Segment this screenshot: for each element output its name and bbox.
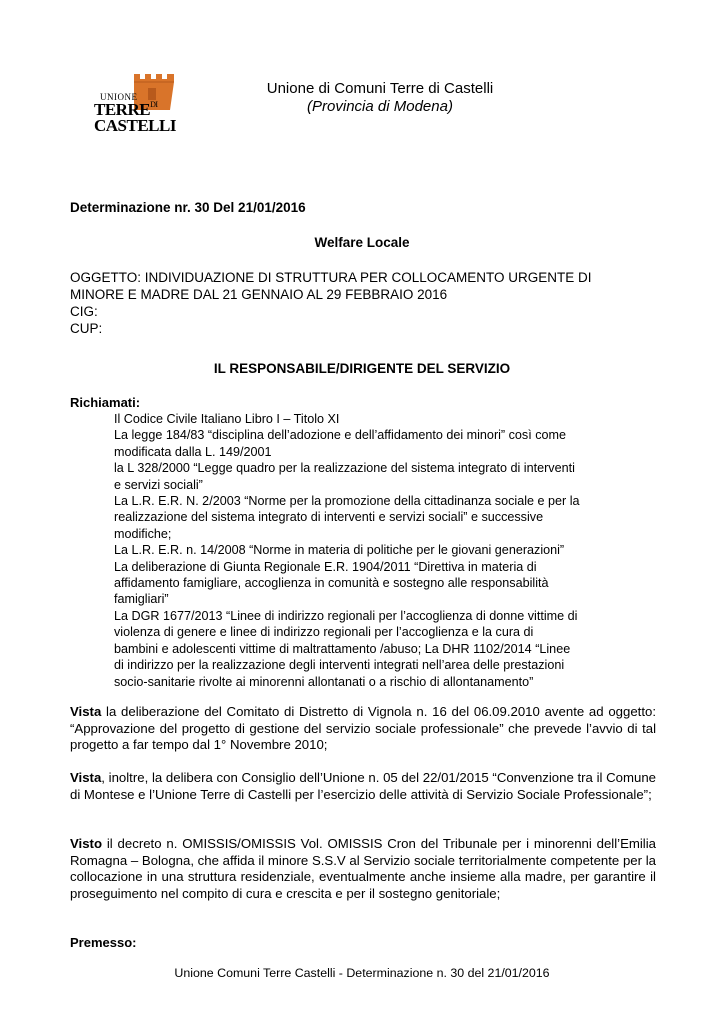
vista-paragraph-2 — [70, 770, 656, 803]
richiamati-line: realizzazione del sistema integrato di interventi e servizi sociali” e successive — [114, 510, 544, 525]
richiamati-line: socio-sanitarie rivolte ai minorenni allontanati o a rischio di allontanamento” — [114, 674, 534, 689]
richiamati-line: e servizi sociali” — [114, 477, 203, 492]
logo-word-di: DI — [150, 100, 158, 109]
oggetto-line-1: OGGETTO: INDIVIDUAZIONE DI STRUTTURA PER COLLOCAMENTO URGENTE DI — [70, 270, 592, 285]
richiamati-label: Richiamati: — [70, 395, 141, 410]
richiamati-line: violenza di genere e linee di indirizzo regionali per l’accoglienza e la cura di — [114, 625, 534, 640]
richiamati-line: La L.R. E.R. N. 2/2003 “Norme per la promozione della cittadinanza sociale e per la — [114, 494, 580, 509]
visto-paragraph — [70, 836, 656, 902]
vista-text: la deliberazione del Comitato di Distretto di Vignola n. 16 del 06.09.2010 avente ad oggetto: “Approvazione del progetto di gestione del servizio sociale professionale” che prevede l’avvio di tal progetto a far tempo dal 1° Novembre 2010; — [70, 704, 656, 753]
richiamati-line: La DGR 1677/2013 “Linee di indirizzo regionali per l’accoglienza di donne vittime di — [114, 608, 578, 623]
logo-word-terre: $TERRE^{DI}$ — [94, 100, 158, 119]
richiamati-line: modificata dalla L. 149/2001 — [114, 444, 272, 459]
logo-word-castelli: CASTELLI — [94, 116, 176, 135]
header-subtitle: (Provincia di Modena) — [307, 98, 453, 115]
richiamati-line: bambini e adolescenti vittime di maltrattamento /abuso; La DHR 1102/2014 “Linee — [114, 641, 571, 656]
visto-text: il decreto n. OMISSIS/OMISSIS Vol. OMISSIS Cron del Tribunale per i minorenni dell’Emilia Romagna – Bologna, che affida il minore S.S.V al Servizio sociale territorialmente competente per la collocazione in una struttura residenziale, eventualmente anche insieme alla madre, per garantire il proseguimento nel compito di cura e crescita e per il sostegno genitoriale; — [70, 836, 656, 901]
responsabile-heading: IL RESPONSABILE/DIRIGENTE DEL SERVIZIO — [213, 361, 511, 376]
logo-word-unione: UNIONE — [100, 92, 138, 102]
richiamati-line: affidamento famigliare, accoglienza in comunità e sostegno alle responsabilità — [114, 576, 549, 591]
richiamati-line: famigliari” — [114, 592, 169, 607]
richiamati-list — [114, 411, 659, 690]
vista-paragraph-1 — [70, 704, 656, 754]
premesso-label: Premesso: — [70, 935, 137, 950]
richiamati-line: La deliberazione di Giunta Regionale E.R. 1904/2011 “Direttiva in materia di — [114, 559, 537, 574]
determinazione-number: Determinazione nr. 30 Del 21/01/2016 — [70, 200, 306, 215]
cig-label: CIG: — [70, 304, 98, 319]
oggetto-line-2: MINORE E MADRE DAL 21 GENNAIO AL 29 FEBBRAIO 2016 — [70, 287, 448, 302]
visto-label: Visto — [70, 836, 103, 851]
richiamati-line: la L 328/2000 “Legge quadro per la realizzazione del sistema integrato di interventi — [114, 461, 575, 476]
vista-label: Vista — [70, 770, 102, 785]
richiamati-line: modifiche; — [114, 526, 172, 541]
richiamati-line: La legge 184/83 “disciplina dell’adozione e dell’affidamento dei minori” così come — [114, 428, 567, 443]
cup-label: CUP: — [70, 321, 103, 336]
richiamati-line: Il Codice Civile Italiano Libro I – Titolo XI — [114, 412, 340, 426]
richiamati-line: di indirizzo per la realizzazione degli interventi integrati nell’area delle prestazioni — [114, 658, 565, 673]
vista-label: Vista — [70, 704, 102, 719]
header-title: Unione di Comuni Terre di Castelli — [266, 80, 494, 97]
unione-logo — [92, 72, 184, 136]
page-footer: Unione Comuni Terre Castelli - Determinazione n. 30 del 21/01/2016 — [174, 966, 550, 980]
richiamati-line: La L.R. E.R. n. 14/2008 “Norme in materia di politiche per le giovani generazioni” — [114, 543, 565, 558]
vista-text: , inoltre, la delibera con Consiglio dell’Unione n. 05 del 22/01/2015 “Convenzione tra il Comune di Montese e l’Unione Terre di Castelli per l’esercizio delle attività di Servizio Sociale Professionale”; — [70, 770, 656, 802]
settore-label: Welfare Locale — [314, 235, 410, 250]
